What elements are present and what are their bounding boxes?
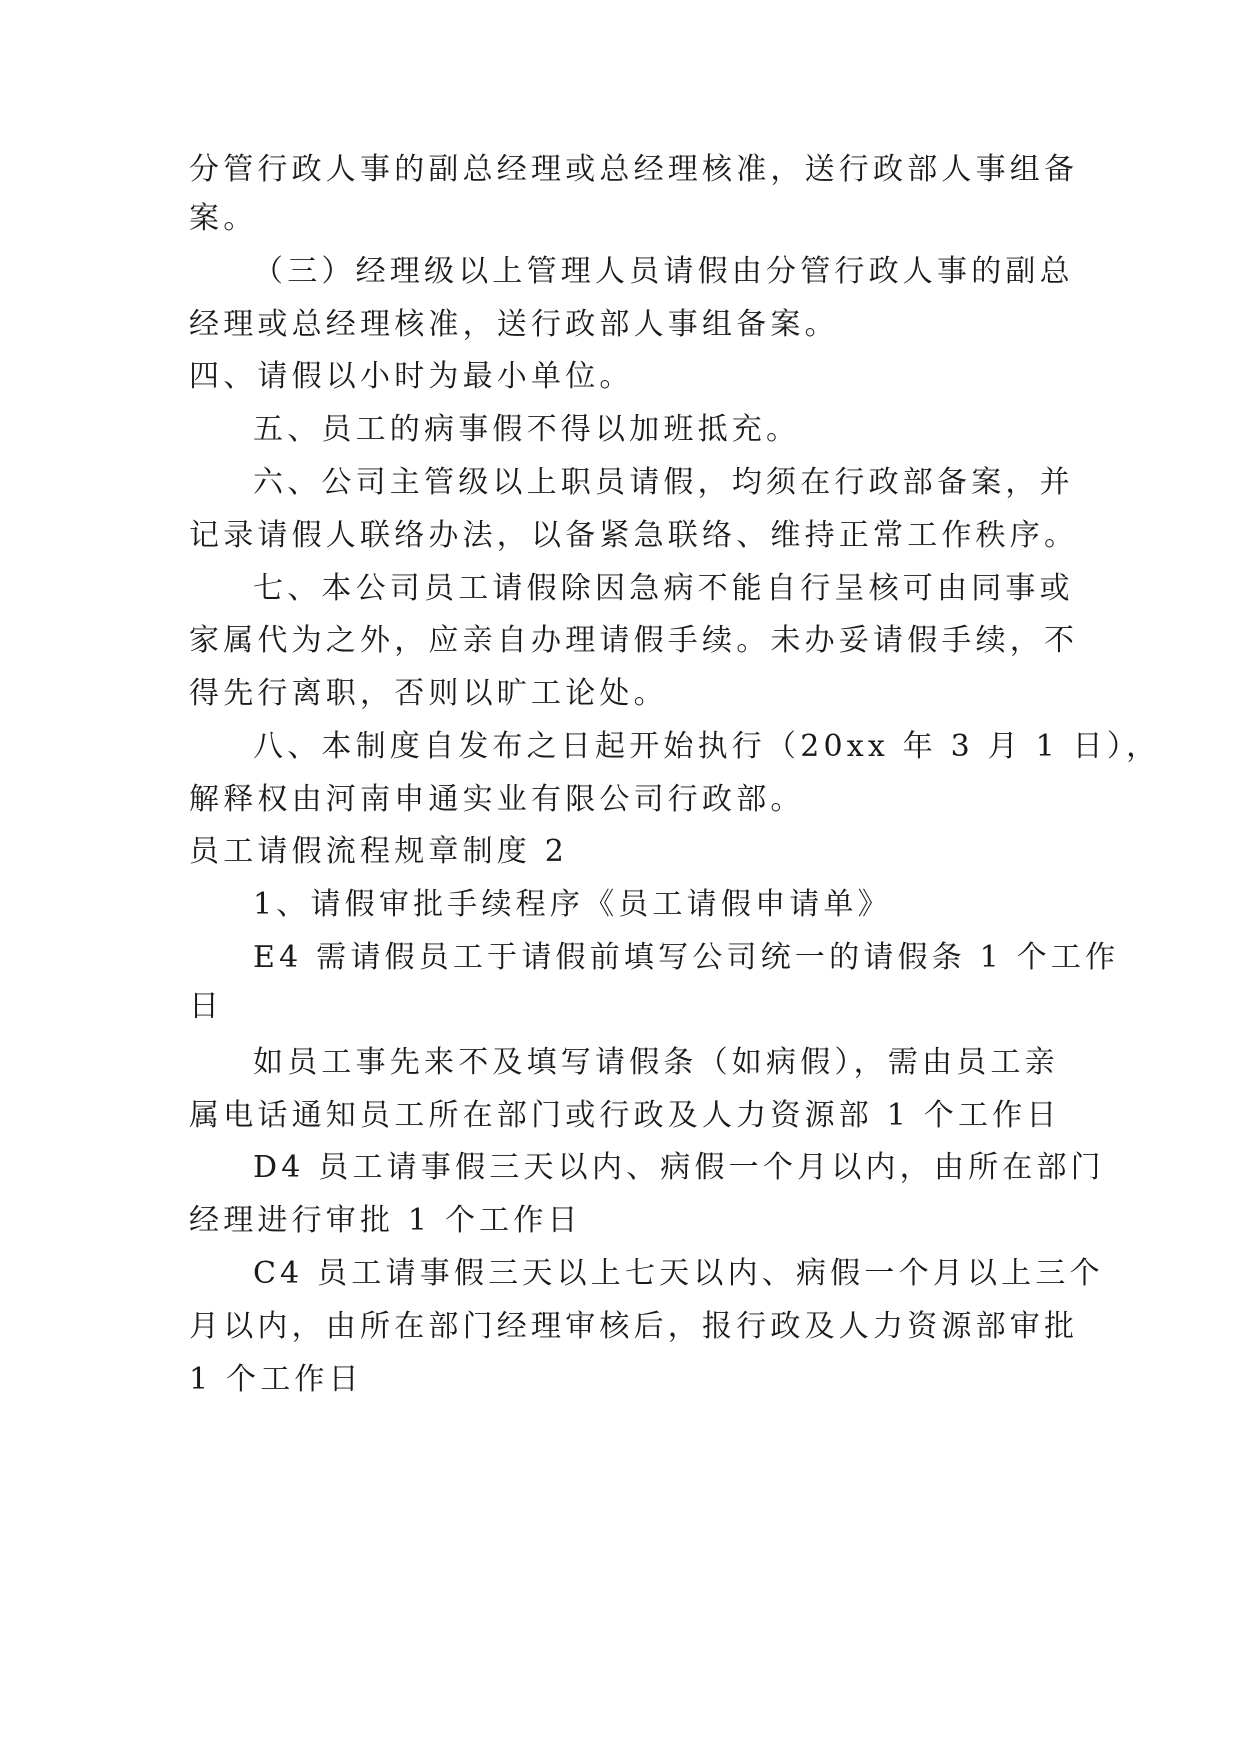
text-line: 家属代为之外，应亲自办理请假手续。未办妥请假手续，不 [189,623,1079,658]
section-title: 员工请假流程规章制度 2 [189,834,569,869]
text-line: 八、本制度自发布之日起开始执行（20xx 年 3 月 1 日）， [253,729,1161,764]
text-line: 案。 [189,201,258,236]
text-line: 经理或总经理核准，送行政部人事组备案。 [189,307,839,342]
text-line: C4 员工请事假三天以上七天以内、病假一个月以上三个 [253,1256,1104,1291]
text-line: 属电话通知员工所在部门或行政及人力资源部 1 个工作日 [189,1098,1061,1133]
text-line: （三）经理级以上管理人员请假由分管行政人事的副总 [253,254,1074,289]
text-line: 日 [189,989,224,1024]
text-line: 六、公司主管级以上职员请假，均须在行政部备案，并 [253,465,1074,500]
text-line: 如员工事先来不及填写请假条（如病假），需由员工亲 [253,1045,1059,1080]
text-line: E4 需请假员工于请假前填写公司统一的请假条 1 个工作 [253,940,1120,975]
text-line: 分管行政人事的副总经理或总经理核准，送行政部人事组备 [189,152,1079,187]
text-line: 月以内，由所在部门经理审核后，报行政及人力资源部审批 [189,1309,1079,1344]
text-line: 七、本公司员工请假除因急病不能自行呈核可由同事或 [253,571,1074,606]
text-line: 得先行离职，否则以旷工论处。 [189,676,668,711]
text-line: D4 员工请事假三天以内、病假一个月以内，由所在部门 [253,1150,1105,1185]
text-line: 1 个工作日 [189,1362,363,1397]
text-line: 经理进行审批 1 个工作日 [189,1203,582,1238]
text-line: 解释权由河南申通实业有限公司行政部。 [189,782,805,817]
text-line: 记录请假人联络办法，以备紧急联络、维持正常工作秩序。 [189,518,1079,553]
text-line: 1、请假审批手续程序《员工请假申请单》 [253,887,892,922]
section-heading: 四、请假以小时为最小单位。 [189,359,634,394]
text-line: 五、员工的病事假不得以加班抵充。 [253,412,801,447]
